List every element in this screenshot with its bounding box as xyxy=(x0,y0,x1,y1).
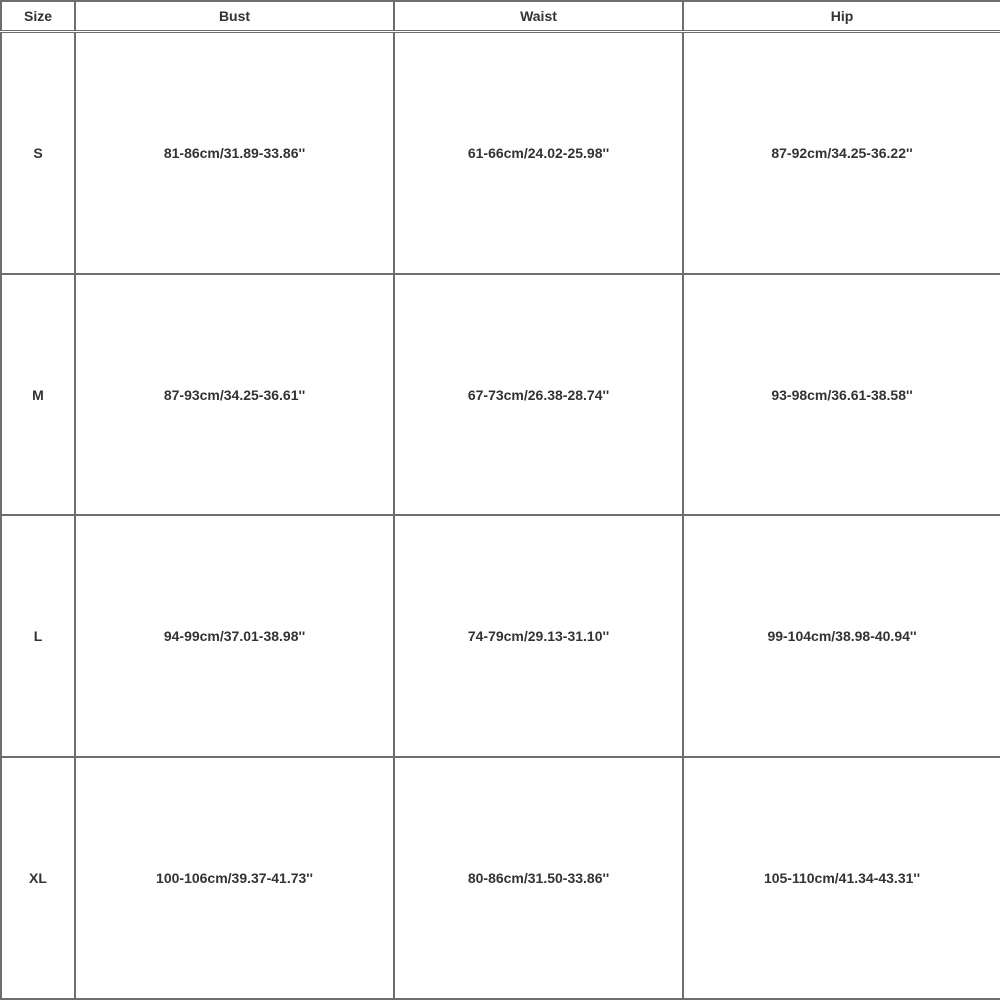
hip-cell: 87-92cm/34.25-36.22'' xyxy=(683,32,1000,274)
waist-cell: 80-86cm/31.50-33.86'' xyxy=(394,757,683,999)
size-cell: M xyxy=(1,274,75,516)
table-row xyxy=(1,32,1000,274)
table-row xyxy=(1,515,1000,757)
bust-cell: 87-93cm/34.25-36.61'' xyxy=(75,274,394,516)
hip-cell: 99-104cm/38.98-40.94'' xyxy=(683,515,1000,757)
hip-cell: 93-98cm/36.61-38.58'' xyxy=(683,274,1000,516)
bust-cell: 94-99cm/37.01-38.98'' xyxy=(75,515,394,757)
header-size: Size xyxy=(1,1,75,32)
size-cell: S xyxy=(1,32,75,274)
hip-cell: 105-110cm/41.34-43.31'' xyxy=(683,757,1000,999)
table-body xyxy=(1,32,1000,1000)
header-row xyxy=(1,1,1000,32)
waist-cell: 67-73cm/26.38-28.74'' xyxy=(394,274,683,516)
bust-cell: 81-86cm/31.89-33.86'' xyxy=(75,32,394,274)
table-row xyxy=(1,274,1000,516)
header-waist: Waist xyxy=(394,1,683,32)
waist-cell: 61-66cm/24.02-25.98'' xyxy=(394,32,683,274)
table-header xyxy=(1,1,1000,32)
bust-cell: 100-106cm/39.37-41.73'' xyxy=(75,757,394,999)
waist-cell: 74-79cm/29.13-31.10'' xyxy=(394,515,683,757)
table-row xyxy=(1,757,1000,999)
size-cell: XL xyxy=(1,757,75,999)
header-hip: Hip xyxy=(683,1,1000,32)
size-cell: L xyxy=(1,515,75,757)
header-bust: Bust xyxy=(75,1,394,32)
